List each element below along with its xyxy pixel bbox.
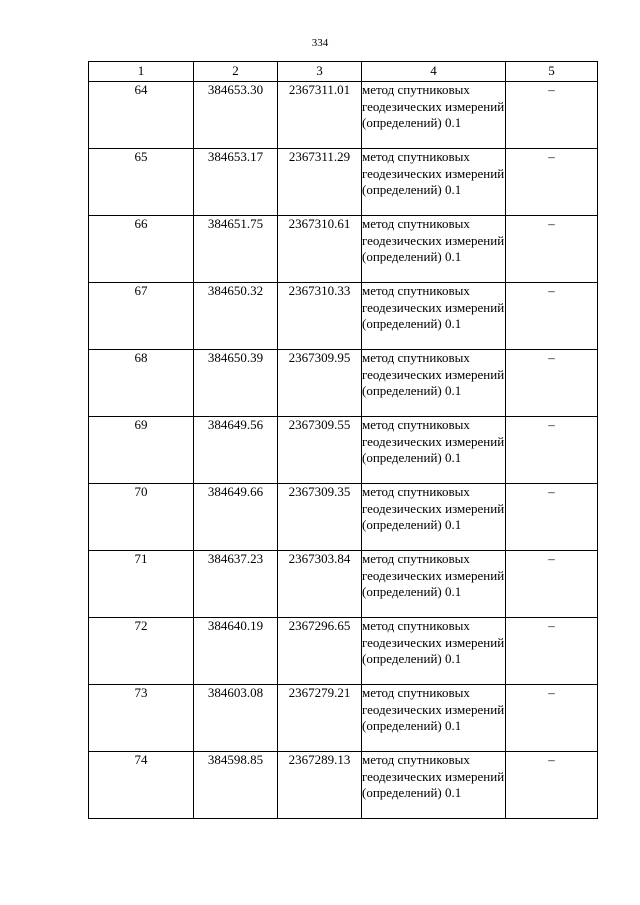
coordinate-x-cell: 384640.19 bbox=[194, 618, 278, 685]
note-cell: – bbox=[506, 484, 598, 551]
point-number-cell: 69 bbox=[89, 417, 194, 484]
note-cell: – bbox=[506, 618, 598, 685]
header-col-5: 5 bbox=[506, 62, 598, 82]
table-header bbox=[89, 62, 598, 82]
header-row bbox=[89, 62, 598, 82]
point-number-cell: 72 bbox=[89, 618, 194, 685]
method-cell: метод спутниковых геодезических измерений (определений) 0.1 bbox=[362, 283, 506, 350]
method-cell: метод спутниковых геодезических измерений (определений) 0.1 bbox=[362, 417, 506, 484]
note-cell: – bbox=[506, 417, 598, 484]
coordinate-y-cell: 2367289.13 bbox=[278, 752, 362, 819]
table-row bbox=[89, 551, 598, 618]
coordinate-x-cell: 384651.75 bbox=[194, 216, 278, 283]
table-row bbox=[89, 685, 598, 752]
table-row bbox=[89, 618, 598, 685]
header-col-2: 2 bbox=[194, 62, 278, 82]
note-cell: – bbox=[506, 82, 598, 149]
point-number-cell: 71 bbox=[89, 551, 194, 618]
coordinate-x-cell: 384650.32 bbox=[194, 283, 278, 350]
point-number-cell: 65 bbox=[89, 149, 194, 216]
method-cell: метод спутниковых геодезических измерений (определений) 0.1 bbox=[362, 551, 506, 618]
header-col-3: 3 bbox=[278, 62, 362, 82]
table-row bbox=[89, 417, 598, 484]
coordinate-x-cell: 384598.85 bbox=[194, 752, 278, 819]
point-number-cell: 73 bbox=[89, 685, 194, 752]
note-cell: – bbox=[506, 350, 598, 417]
coordinate-x-cell: 384653.30 bbox=[194, 82, 278, 149]
header-col-4: 4 bbox=[362, 62, 506, 82]
coordinate-y-cell: 2367311.29 bbox=[278, 149, 362, 216]
coordinate-y-cell: 2367309.55 bbox=[278, 417, 362, 484]
point-number-cell: 64 bbox=[89, 82, 194, 149]
table-row bbox=[89, 484, 598, 551]
method-cell: метод спутниковых геодезических измерений (определений) 0.1 bbox=[362, 149, 506, 216]
point-number-cell: 70 bbox=[89, 484, 194, 551]
coordinate-y-cell: 2367303.84 bbox=[278, 551, 362, 618]
note-cell: – bbox=[506, 551, 598, 618]
note-cell: – bbox=[506, 216, 598, 283]
coordinate-x-cell: 384653.17 bbox=[194, 149, 278, 216]
coordinate-y-cell: 2367279.21 bbox=[278, 685, 362, 752]
table-row bbox=[89, 752, 598, 819]
coordinate-y-cell: 2367310.61 bbox=[278, 216, 362, 283]
note-cell: – bbox=[506, 685, 598, 752]
table-row bbox=[89, 283, 598, 350]
point-number-cell: 68 bbox=[89, 350, 194, 417]
method-cell: метод спутниковых геодезических измерений (определений) 0.1 bbox=[362, 484, 506, 551]
method-cell: метод спутниковых геодезических измерений (определений) 0.1 bbox=[362, 82, 506, 149]
coordinate-y-cell: 2367311.01 bbox=[278, 82, 362, 149]
coordinate-x-cell: 384649.66 bbox=[194, 484, 278, 551]
method-cell: метод спутниковых геодезических измерений (определений) 0.1 bbox=[362, 216, 506, 283]
point-number-cell: 67 bbox=[89, 283, 194, 350]
point-number-cell: 66 bbox=[89, 216, 194, 283]
coordinate-x-cell: 384637.23 bbox=[194, 551, 278, 618]
coordinate-y-cell: 2367309.35 bbox=[278, 484, 362, 551]
method-cell: метод спутниковых геодезических измерений (определений) 0.1 bbox=[362, 752, 506, 819]
coordinate-x-cell: 384603.08 bbox=[194, 685, 278, 752]
coordinate-y-cell: 2367310.33 bbox=[278, 283, 362, 350]
page-number: 334 bbox=[311, 37, 329, 49]
header-col-1: 1 bbox=[89, 62, 194, 82]
table-row bbox=[89, 82, 598, 149]
point-number-cell: 74 bbox=[89, 752, 194, 819]
table-row bbox=[89, 350, 598, 417]
coordinate-x-cell: 384650.39 bbox=[194, 350, 278, 417]
note-cell: – bbox=[506, 149, 598, 216]
method-cell: метод спутниковых геодезических измерений (определений) 0.1 bbox=[362, 350, 506, 417]
table-row bbox=[89, 149, 598, 216]
note-cell: – bbox=[506, 283, 598, 350]
method-cell: метод спутниковых геодезических измерений (определений) 0.1 bbox=[362, 618, 506, 685]
table-row bbox=[89, 216, 598, 283]
method-cell: метод спутниковых геодезических измерений (определений) 0.1 bbox=[362, 685, 506, 752]
coordinate-y-cell: 2367309.95 bbox=[278, 350, 362, 417]
table-body bbox=[89, 82, 598, 819]
coordinate-x-cell: 384649.56 bbox=[194, 417, 278, 484]
coordinate-y-cell: 2367296.65 bbox=[278, 618, 362, 685]
note-cell: – bbox=[506, 752, 598, 819]
coordinates-table bbox=[88, 61, 598, 819]
